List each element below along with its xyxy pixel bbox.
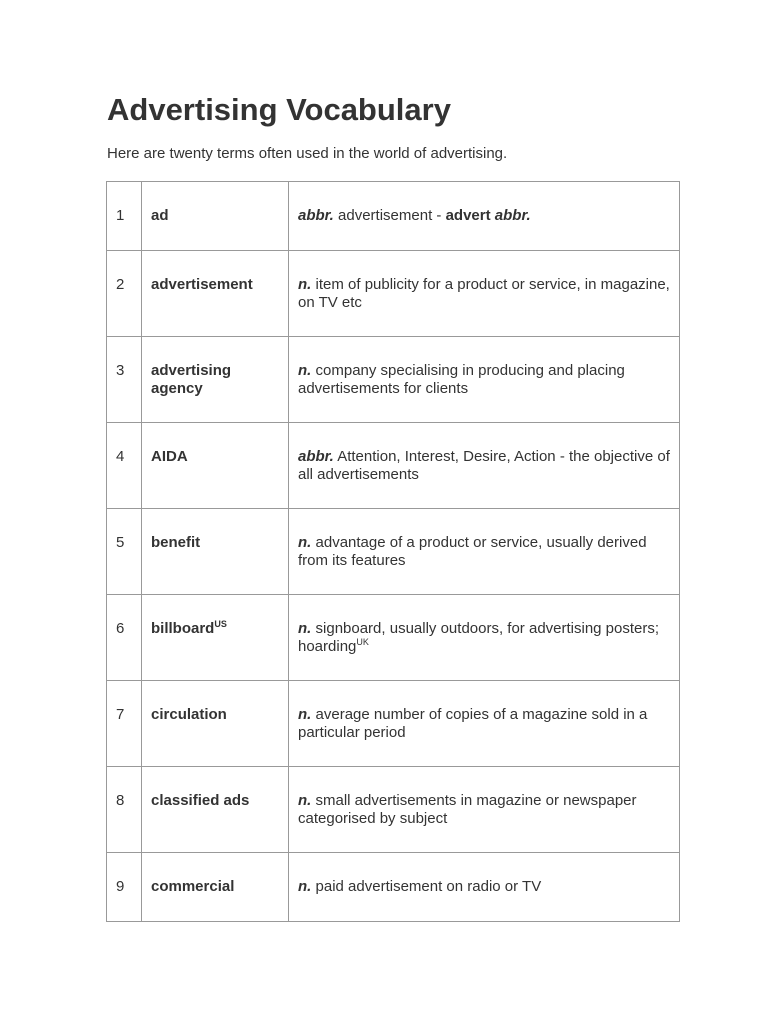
definition-text: company specialising in producing and placing advertisements for clients: [298, 362, 625, 397]
definition-cell: [289, 767, 680, 853]
row-number: 3: [107, 337, 142, 423]
term-cell: [142, 337, 289, 423]
term-cell: [142, 182, 289, 251]
definition-text: paid advertisement on radio or TV: [315, 878, 542, 895]
intro-text: Here are twenty terms often used in the world of advertising.: [107, 145, 508, 162]
term-cell: [142, 509, 289, 595]
part-of-speech: abbr.: [298, 448, 334, 465]
part-of-speech: n.: [298, 276, 312, 293]
definition-text: signboard, usually outdoors, for advertising posters; hoarding: [298, 620, 660, 655]
term-text: benefit: [151, 534, 201, 551]
term-text: commercial: [151, 878, 235, 895]
definition-cell: [289, 251, 680, 337]
term-text: billboard: [151, 620, 215, 637]
related-part-of-speech: abbr.: [494, 207, 531, 224]
definition-cell: [289, 509, 680, 595]
row-number: 4: [107, 423, 142, 509]
definition-text: small advertisements in magazine or newspaper categorised by subject: [298, 792, 637, 827]
definition-cell: [289, 423, 680, 509]
table-row: [107, 509, 680, 595]
table-row: [107, 337, 680, 423]
table-row: [107, 853, 680, 922]
part-of-speech: n.: [298, 534, 312, 551]
row-number: 8: [107, 767, 142, 853]
row-number: 1: [107, 182, 142, 251]
definition-cell: [289, 337, 680, 423]
row-number: 2: [107, 251, 142, 337]
term-text: ad: [151, 207, 169, 224]
definition-cell: [289, 681, 680, 767]
table-row: [107, 767, 680, 853]
table-row: [107, 595, 680, 681]
part-of-speech: abbr.: [298, 207, 334, 224]
row-number: 9: [107, 853, 142, 922]
part-of-speech: n.: [298, 362, 312, 379]
related-term: advert: [445, 207, 491, 224]
table-row: [107, 182, 680, 251]
row-number: 5: [107, 509, 142, 595]
part-of-speech: n.: [298, 792, 312, 809]
row-number: 6: [107, 595, 142, 681]
definition-region-marker: UK: [356, 637, 369, 647]
term-text: AIDA: [151, 448, 188, 465]
term-cell: [142, 595, 289, 681]
term-cell: [142, 767, 289, 853]
definition-cell: [289, 182, 680, 251]
part-of-speech: n.: [298, 620, 312, 637]
term-cell: [142, 853, 289, 922]
row-number: 7: [107, 681, 142, 767]
term-cell: [142, 251, 289, 337]
part-of-speech: n.: [298, 706, 312, 723]
definition-text: advertisement -: [338, 207, 446, 224]
vocabulary-table: [106, 181, 680, 922]
term-cell: [142, 681, 289, 767]
term-text: advertising agency: [151, 362, 232, 397]
definition-text: average number of copies of a magazine sold in a particular period: [298, 706, 648, 741]
term-region-marker: US: [214, 619, 227, 629]
table-row: [107, 681, 680, 767]
table-row: [107, 251, 680, 337]
page-title: Advertising Vocabulary: [107, 92, 451, 127]
term-cell: [142, 423, 289, 509]
definition-text: Attention, Interest, Desire, Action - the objective of all advertisements: [298, 448, 670, 483]
term-text: circulation: [151, 706, 227, 723]
definition-text: advantage of a product or service, usually derived from its features: [298, 534, 647, 569]
definition-cell: [289, 595, 680, 681]
term-text: advertisement: [151, 276, 253, 293]
definition-text: item of publicity for a product or service, in magazine, on TV etc: [298, 276, 670, 311]
definition-cell: [289, 853, 680, 922]
term-text: classified ads: [151, 792, 250, 809]
table-row: [107, 423, 680, 509]
part-of-speech: n.: [298, 878, 312, 895]
